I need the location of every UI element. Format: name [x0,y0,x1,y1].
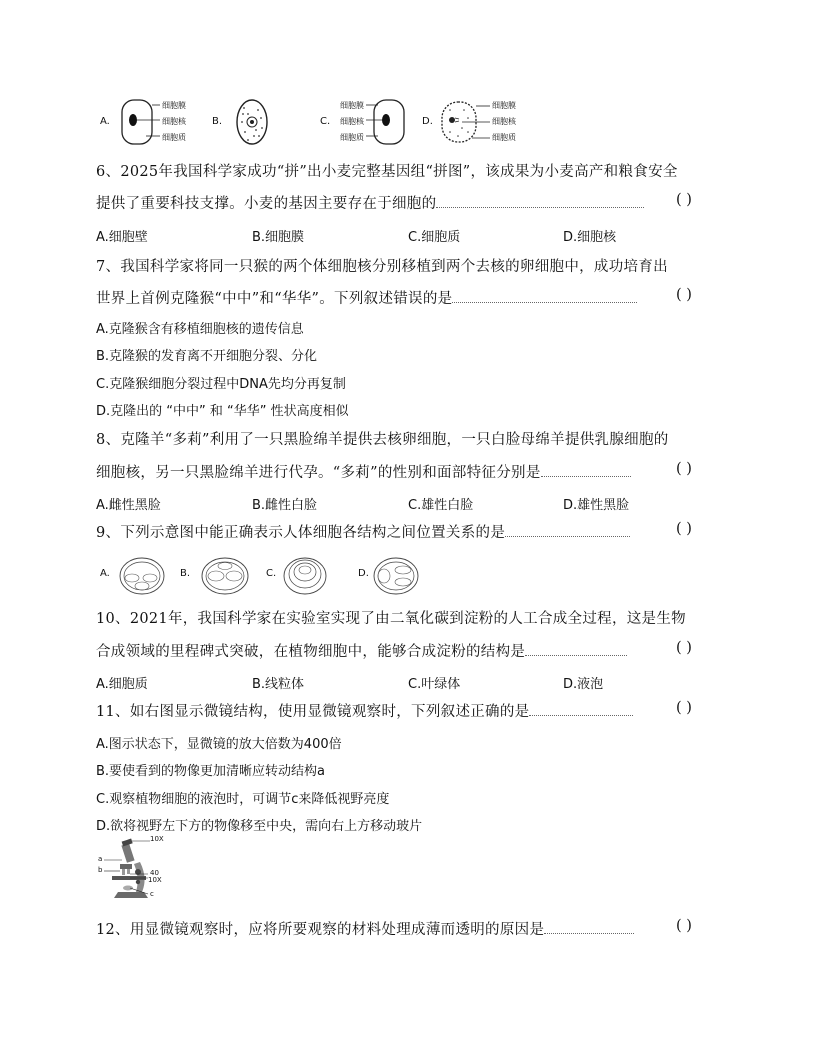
q6-line-2-text: 提供了重要科技支撑。小麦的基因主要存在于细胞的 [96,196,437,212]
microscope-label-obj1: 40 [150,869,159,877]
q6-answer-paren[interactable]: ( ) [676,192,692,208]
q11-option-b[interactable]: B.要使看到的物像更加清晰应转动结构a [96,764,326,779]
q5-d-label-nucleus: 细胞核 [492,117,516,126]
microscope-label-obj2: 10X [148,876,162,884]
q8-option-d[interactable]: D.雄性黑脸 [563,498,630,513]
q9-option-a-letter: A. [100,568,110,579]
q8-line-1: 8、克隆羊“多莉”利用了一只黑脸绵羊提供去核卵细胞，一只白脸母绵羊提供乳腺细胞的 [96,432,669,448]
q9-answer-leader [505,524,630,537]
q8-line-2 [96,461,631,482]
q11-option-c[interactable]: C.观察植物细胞的液泡时，可调节c来降低视野亮度 [96,792,390,807]
q12-line-1 [96,918,634,939]
q7-answer-leader [452,290,637,303]
microscope-label-b: b [98,866,103,874]
microscope-label-a: a [98,855,103,863]
q11-option-d[interactable]: D.欲将视野左下方的物像移至中央，需向右上方移动玻片 [96,819,423,834]
q7-line-1: 7、我国科学家将同一只猴的两个体细胞核分别移植到两个去核的卵细胞中，成功培育出 [96,259,668,275]
microscope-label-c: c [150,890,154,898]
q10-option-b[interactable]: B.线粒体 [252,677,305,692]
dotted-cell-diagram-b [234,96,274,148]
q7-option-c[interactable]: C.克隆猴细胞分裂过程中DNA先均分再复制 [96,377,346,392]
q9-line-1-text: 9、下列示意图中能正确表示人体细胞各结构之间位置关系的是 [96,525,506,541]
q12-line-1-text: 12、用显微镜观察时，应将所要观察的材料处理成薄而透明的原因是 [96,922,545,938]
q5-c-label-nucleus: 细胞核 [340,117,364,126]
q5-option-d-letter: D. [422,116,433,127]
microscope-icon [92,838,172,904]
q5-option-c-letter: C. [320,116,331,127]
q7-line-2-text: 世界上首例克隆猴“中中”和“华华”。下列叙述错误的是 [96,291,453,307]
q12-answer-leader [544,921,634,934]
q8-answer-paren[interactable]: ( ) [676,461,692,477]
q5-c-label-membrane: 细胞膜 [340,101,364,110]
q10-option-d[interactable]: D.液泡 [563,677,604,692]
q11-answer-leader [529,703,633,716]
q8-line-2-text: 细胞核，另一只黑脸绵羊进行代孕。“多莉”的性别和面部特征分别是 [96,465,541,481]
q10-option-a[interactable]: A.细胞质 [96,677,148,692]
q7-option-a[interactable]: A.克隆猴含有移植细胞核的遗传信息 [96,322,304,337]
q7-answer-paren[interactable]: ( ) [676,287,692,303]
q9-option-c-letter: C. [266,568,277,579]
concentric-diagram-c [282,556,328,596]
concentric-diagram-d [372,556,420,596]
q6-option-b[interactable]: B.细胞膜 [252,230,305,245]
q9-option-b-letter: B. [180,568,191,579]
q8-option-b[interactable]: B.雌性白脸 [252,498,318,513]
q12-answer-paren[interactable]: ( ) [676,918,692,934]
q5-option-b-letter: B. [212,116,223,127]
q10-line-2 [96,640,627,661]
microscope-label-ocular: 10X [150,835,164,843]
q9-answer-paren[interactable]: ( ) [676,521,692,537]
q5-d-label-membrane: 细胞膜 [492,101,516,110]
q7-option-d[interactable]: D.克隆出的 “中中” 和 “华华” 性状高度相似 [96,404,349,419]
microscope-figure [92,835,172,904]
q9-figures [96,556,426,596]
q8-option-c[interactable]: C.雄性白脸 [408,498,474,513]
q6-option-a[interactable]: A.细胞壁 [96,230,148,245]
q7-option-b[interactable]: B.克隆猴的发育离不开细胞分裂、分化 [96,349,318,364]
q5-d-label-cytoplasm: 细胞质 [492,133,516,142]
q6-answer-leader [436,195,644,208]
q5-a-label-membrane: 细胞膜 [162,101,186,110]
q11-line-1 [96,700,633,721]
q5-a-label-cytoplasm: 细胞质 [162,133,186,142]
animal-cell-diagram-c [364,96,410,148]
q8-option-a[interactable]: A.雌性黑脸 [96,498,161,513]
q8-answer-leader [541,464,631,477]
q5-option-a-letter: A. [100,116,110,127]
dotted-cell-diagram-d [438,98,494,146]
q10-line-2-text: 合成领域的里程碑式突破，在植物细胞中，能够合成淀粉的结构是 [96,644,526,660]
q7-line-2 [96,287,637,308]
concentric-diagram-a [118,556,166,596]
q6-line-1: 6、2025年我国科学家成功“拼”出小麦完整基因组“拼图”，该成果为小麦高产和粮食安全 [96,164,678,180]
q9-option-d-letter: D. [358,568,369,579]
q11-option-a[interactable]: A.图示状态下，显微镜的放大倍数为400倍 [96,737,342,752]
q11-answer-paren[interactable]: ( ) [676,700,692,716]
q5-c-label-cytoplasm: 细胞质 [340,133,364,142]
q6-option-d[interactable]: D.细胞核 [563,230,617,245]
q9-line-1 [96,521,630,542]
q5-figures [96,96,526,148]
q10-answer-paren[interactable]: ( ) [676,640,692,656]
q5-a-label-nucleus: 细胞核 [162,117,186,126]
q10-line-1: 10、2021年，我国科学家在实验室实现了由二氧化碳到淀粉的人工合成全过程，这是生物 [96,611,686,627]
q6-option-c[interactable]: C.细胞质 [408,230,461,245]
q10-option-c[interactable]: C.叶绿体 [408,677,461,692]
q6-line-2 [96,192,644,213]
q10-answer-leader [525,643,627,656]
q11-line-1-text: 11、如右图显示微镜结构，使用显微镜观察时，下列叙述正确的是 [96,704,530,720]
concentric-diagram-b [200,556,250,596]
